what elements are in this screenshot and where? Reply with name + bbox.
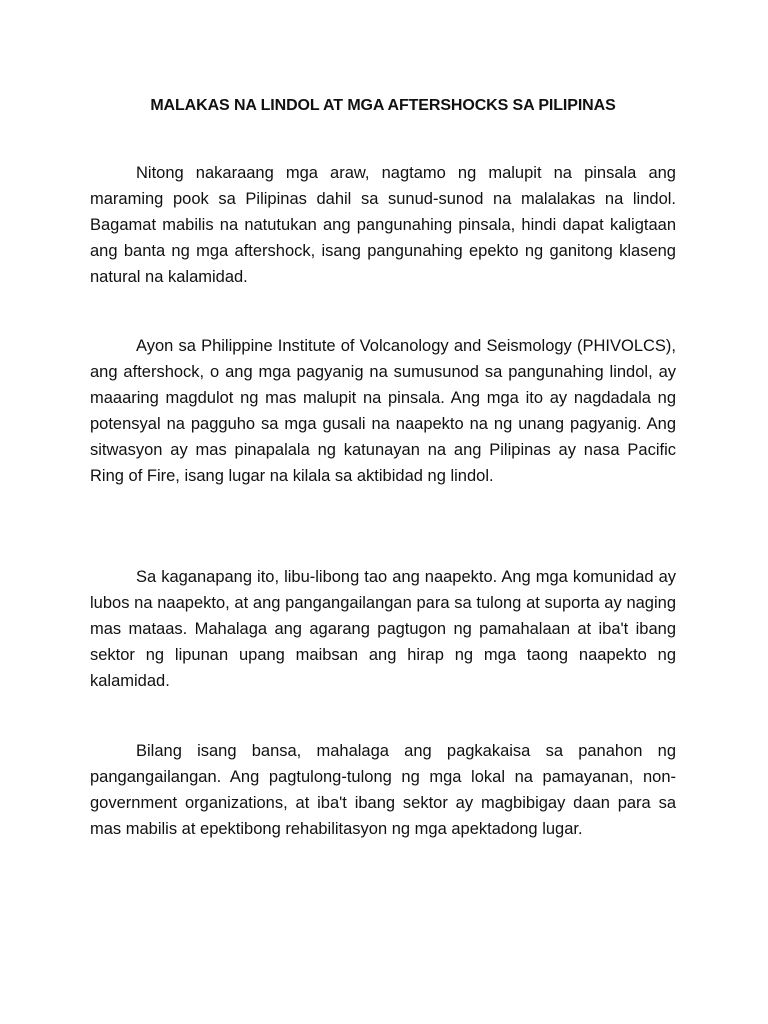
document-title: MALAKAS NA LINDOL AT MGA AFTERSHOCKS SA PILIPINAS	[150, 97, 616, 114]
paragraph-4: Bilang isang bansa, mahalaga ang pagkakaisa sa panahon ng pangangailangan. Ang pagtulong-tulong ng mga lokal na pamayanan, non-government organizations, at iba't ibang sektor ay magbibigay daan para sa mas mabilis at epektibong rehabilitasyon ng mga apektadong lugar.	[90, 742, 676, 838]
paragraph-1: Nitong nakaraang mga araw, nagtamo ng malupit na pinsala ang maraming pook sa Pilipinas dahil sa sunud-sunod na malalakas na lindol. Bagamat mabilis na natutukan ang pangunahing pinsala, hindi dapat kaligtaan ang banta ng mga aftershock, isang pangunahing epekto ng ganitong klaseng natural na kalamidad.	[90, 164, 676, 286]
paragraph-2: Ayon sa Philippine Institute of Volcanology and Seismology (PHIVOLCS), ang aftershock, o ang mga pagyanig na sumusunod sa pangunahing lindol, ay maaaring magdulot ng mas malupit na pinsala. Ang mga ito ay nagdadala ng potensyal na pagguho sa mga gusali na naapekto na ng unang pagyanig. Ang sitwasyon ay mas pinapalala ng katunayan na ang Pilipinas ay nasa Pacific Ring of Fire, isang lugar na kilala sa aktibidad ng lindol.	[90, 337, 676, 485]
paragraph-3: Sa kaganapang ito, libu-libong tao ang naapekto. Ang mga komunidad ay lubos na naapekto, at ang pangangailangan para sa tulong at suporta ay naging mas mataas. Mahalaga ang agarang pagtugon ng pamahalaan at iba't ibang sektor ng lipunan upang maibsan ang hirap ng mga taong naapekto ng kalamidad.	[90, 568, 676, 690]
